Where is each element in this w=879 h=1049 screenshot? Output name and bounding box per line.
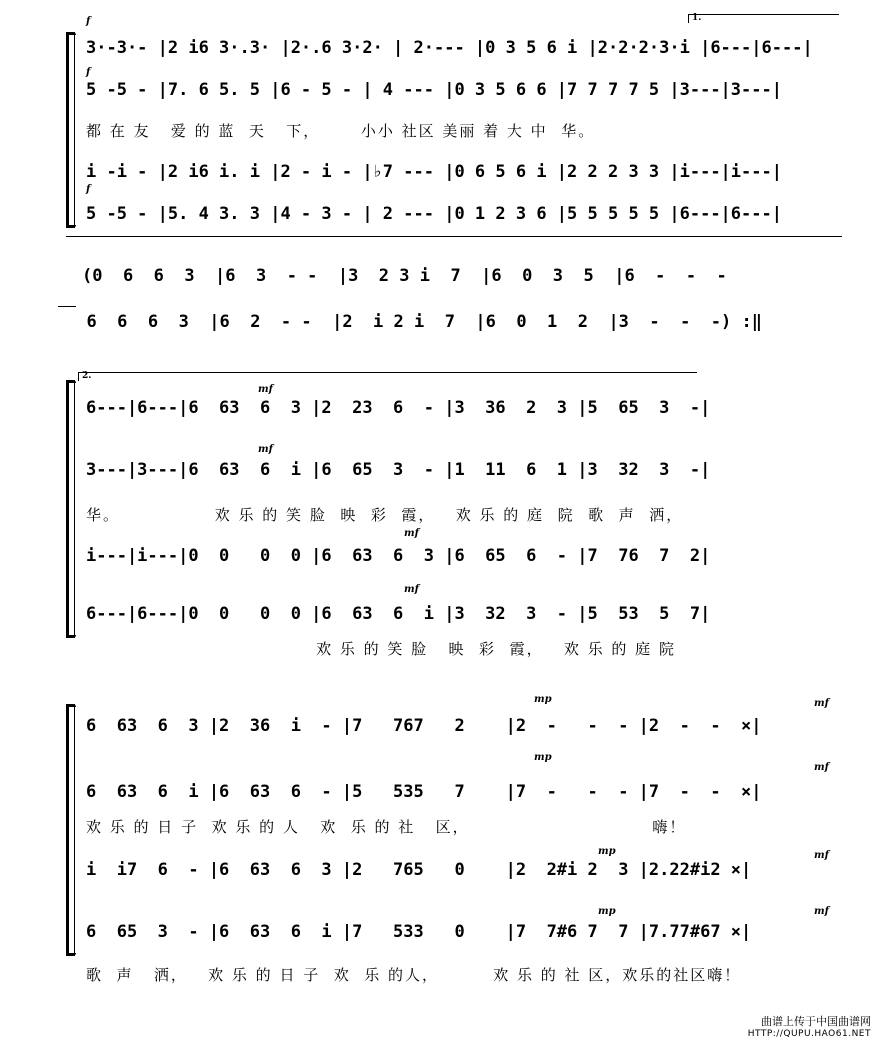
interlude-tie-line xyxy=(58,306,76,307)
volta-1: 1. xyxy=(688,14,839,23)
voice-alto: 3---|3---|6 63 6 i |6 65 3 - |1 11 6 1 |3 32 3 -| xyxy=(86,460,711,480)
dynamic-mark: mf xyxy=(814,762,829,773)
dynamic-mark: mf xyxy=(814,906,829,917)
system-line xyxy=(74,704,75,956)
volta-2: 2. xyxy=(78,372,697,381)
voice-tenor: i -i - |2 i6 i. i |2 - i - |♭7 --- |0 6 5 6 i |2 2 2 3 3 |i---|i---| xyxy=(86,162,782,182)
voice-alto: 6 63 6 i |6 63 6 - |5 535 7 |7 - - - |7 - - ×| xyxy=(86,782,762,802)
interlude-voice-lower: 6 6 6 3 |6 2 - - |2 i 2 i 7 |6 0 1 2 |3 - - -) :‖ xyxy=(66,312,762,332)
dynamic-mark: mf xyxy=(404,528,419,539)
lyrics-line: 华。 欢 乐 的 笑 脸 映 彩 霞， 欢 乐 的 庭 院 歌 声 洒， xyxy=(86,506,684,524)
system-line xyxy=(74,380,75,638)
lyrics-line: 都 在 友 爱 的 蓝 天 下， 小小 社区 美丽 着 大 中 华。 xyxy=(86,122,596,140)
dynamic-mark: f xyxy=(86,67,91,78)
voice-bass: 5 -5 - |5. 4 3. 3 |4 - 3 - | 2 --- |0 1 2 3 6 |5 5 5 5 5 |6---|6---| xyxy=(86,204,782,224)
lyrics-line: 歌 声 洒， 欢 乐 的 日 子 欢 乐 的人， 欢 乐 的 社 区，欢乐的社区嗨！ xyxy=(86,966,742,984)
system-2 xyxy=(66,371,841,658)
dynamic-mark: f xyxy=(86,16,91,27)
dynamic-mark: mf xyxy=(404,584,419,595)
voice-bass: 6 65 3 - |6 63 6 i |7 533 0 |7 7#6 7 7 |7.77#67 ×| xyxy=(86,922,752,942)
system-1 xyxy=(66,14,841,234)
voice-bass: 6---|6---|0 0 0 0 |6 63 6 i |3 32 3 - |5 53 5 7| xyxy=(86,604,711,624)
lyrics-line: 欢 乐 的 日 子 欢 乐 的 人 欢 乐 的 社 区， 嗨！ xyxy=(86,818,687,836)
watermark-footer xyxy=(748,1015,871,1041)
dynamic-mark: mf xyxy=(814,850,829,861)
system-bracket xyxy=(66,32,69,228)
voice-soprano: 3·-3·- |2 i6 3·.3· |2·.6 3·2· | 2·--- |0 3 5 6 i |2·2·2·3·i |6---|6---| xyxy=(86,38,813,58)
interlude xyxy=(66,258,841,338)
dynamic-mark: mp xyxy=(598,906,616,917)
dynamic-mark: f xyxy=(86,184,91,195)
voice-tenor: i---|i---|0 0 0 0 |6 63 6 3 |6 65 6 - |7 76 7 2| xyxy=(86,546,711,566)
voice-soprano: 6 63 6 3 |2 36 i - |7 767 2 |2 - - - |2 - - ×| xyxy=(86,716,762,736)
voice-alto: 5 -5 - |7. 6 5. 5 |6 - 5 - | 4 --- |0 3 5 6 6 |7 7 7 7 5 |3---|3---| xyxy=(86,80,782,100)
dynamic-mark: mf xyxy=(258,384,273,395)
system-3 xyxy=(66,694,841,994)
system-bracket xyxy=(66,704,69,956)
system-bracket xyxy=(66,380,69,638)
voice-tenor: i i7 6 - |6 63 6 3 |2 765 0 |2 2#i 2 3 |2.22#i2 ×| xyxy=(86,860,752,880)
dynamic-mark: mp xyxy=(598,846,616,857)
lyrics-line: 欢 乐 的 笑 脸 映 彩 霞， 欢 乐 的 庭 院 xyxy=(86,640,676,658)
watermark-title: 曲谱上传于中国曲谱网 xyxy=(761,1015,871,1028)
dynamic-mark: mp xyxy=(534,694,552,705)
dynamic-mark: mf xyxy=(258,444,273,455)
dynamic-mark: mf xyxy=(814,698,829,709)
system-line xyxy=(74,32,75,228)
interlude-voice-upper: (0 6 6 3 |6 3 - - |3 2 3 i 7 |6 0 3 5 |6 - - - xyxy=(82,266,727,286)
dynamic-mark: mp xyxy=(534,752,552,763)
voice-soprano: 6---|6---|6 63 6 3 |2 23 6 - |3 36 2 3 |5 65 3 -| xyxy=(86,398,711,418)
system-end-line xyxy=(66,236,842,237)
watermark-url: HTTP://QUPU.HAO61.NET xyxy=(747,1029,871,1039)
